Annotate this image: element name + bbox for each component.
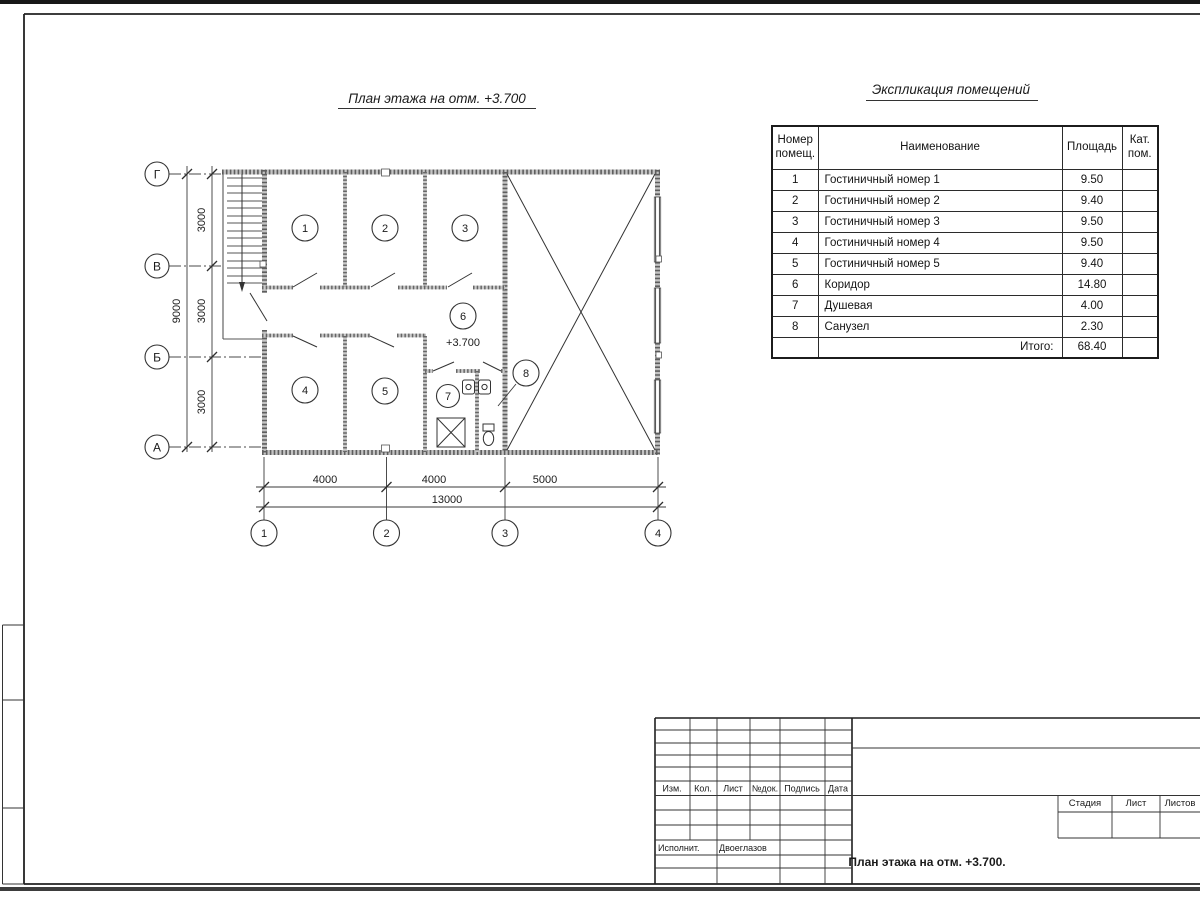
total-label: Итого: <box>818 337 1062 358</box>
tb-col-data: Дата <box>828 783 848 794</box>
table-row <box>772 190 1158 211</box>
dim-left-1: 3000 <box>196 207 208 233</box>
schedule-header-row <box>772 126 1158 169</box>
cell-name: Гостиничный номер 3 <box>818 211 1062 232</box>
cell-num: 3 <box>772 211 818 232</box>
header-room-number: Номер помещ. <box>772 126 818 169</box>
table-total-row <box>772 337 1158 358</box>
washbasin-right-drain <box>482 384 487 389</box>
cell-name: Гостиничный номер 2 <box>818 190 1062 211</box>
tb-sheet-label: Лист <box>1125 798 1147 809</box>
table-row <box>772 316 1158 337</box>
cell-num: 7 <box>772 295 818 316</box>
cell-area: 9.40 <box>1062 190 1122 211</box>
cell-num: 5 <box>772 253 818 274</box>
tb-col-kol: Кол. <box>694 783 712 794</box>
room-tag-1: 1 <box>301 223 309 235</box>
cell-empty <box>772 337 818 358</box>
plan-title <box>338 91 536 109</box>
tb-stage-label: Стадия <box>1068 798 1102 809</box>
table-row <box>772 232 1158 253</box>
walls-exterior <box>222 170 660 455</box>
cell-name: Гостиничный номер 1 <box>818 169 1062 190</box>
stair-treads <box>227 178 262 283</box>
cell-cat <box>1122 190 1158 211</box>
cell-area: 9.50 <box>1062 211 1122 232</box>
cell-num: 8 <box>772 316 818 337</box>
dim-left-3: 3000 <box>196 389 208 415</box>
cell-name: Санузел <box>818 316 1062 337</box>
hall-cross <box>507 174 655 450</box>
staircase <box>223 172 262 339</box>
cell-name: Душевая <box>818 295 1062 316</box>
cell-cat <box>1122 169 1158 190</box>
dim-left-total: 9000 <box>171 298 183 324</box>
cell-name: Гостиничный номер 5 <box>818 253 1062 274</box>
table-row <box>772 295 1158 316</box>
header-name: Наименование <box>818 126 1062 169</box>
room-tags <box>292 215 539 408</box>
axis-col-1: 1 <box>260 528 268 540</box>
cell-num: 6 <box>772 274 818 295</box>
dim-bottom-1: 4000 <box>312 474 338 486</box>
axis-row-a: А <box>152 440 162 455</box>
cell-cat <box>1122 232 1158 253</box>
column-axes <box>251 457 671 546</box>
frame-filing-boxes <box>3 625 25 884</box>
room-tag-6: 6 <box>459 311 467 323</box>
cell-name: Гостиничный номер 4 <box>818 232 1062 253</box>
header-area: Площадь <box>1062 126 1122 169</box>
cell-name: Коридор <box>818 274 1062 295</box>
axis-col-2: 2 <box>383 528 390 540</box>
cell-cat <box>1122 274 1158 295</box>
tb-col-ndok: №док. <box>751 783 779 794</box>
cell-num: 4 <box>772 232 818 253</box>
table-row <box>772 253 1158 274</box>
axis-row-b: Б <box>153 350 161 365</box>
right-wall-windows <box>654 197 660 433</box>
room-tag-5: 5 <box>381 386 389 398</box>
cell-cat <box>1122 211 1158 232</box>
schedule-title <box>866 82 1038 101</box>
table-row <box>772 274 1158 295</box>
cell-area: 9.50 <box>1062 232 1122 253</box>
total-value: 68.40 <box>1062 337 1122 358</box>
cell-area: 9.40 <box>1062 253 1122 274</box>
table-row <box>772 169 1158 190</box>
cell-area: 9.50 <box>1062 169 1122 190</box>
plan-title-text: План этажа на отм. +3.700 <box>348 91 526 106</box>
row-axes <box>145 162 262 459</box>
axis-col-3: 3 <box>501 528 509 540</box>
tb-col-izm: Изм. <box>662 783 682 794</box>
tb-col-list: Лист <box>723 783 743 794</box>
cell-cat <box>1122 316 1158 337</box>
cell-area: 4.00 <box>1062 295 1122 316</box>
cell-num: 2 <box>772 190 818 211</box>
stair-direction-arrow <box>239 282 245 292</box>
room-tag-8: 8 <box>522 368 530 380</box>
room-schedule-table <box>771 125 1159 359</box>
room-schedule <box>771 125 1159 359</box>
washbasin-left-drain <box>466 384 471 389</box>
tb-executor-name: Двоеглазов <box>719 843 767 853</box>
axis-row-v: В <box>152 259 162 274</box>
cell-cat <box>1122 253 1158 274</box>
cell-num: 1 <box>772 169 818 190</box>
dim-left-2: 3000 <box>196 298 208 324</box>
tb-doc-title: План этажа на отм. +3.700. <box>848 855 1006 869</box>
tb-col-podpis: Подпись <box>784 783 820 794</box>
room-tag-3: 3 <box>461 223 469 235</box>
elevation-mark: +3.700 <box>446 337 480 349</box>
toilet <box>483 424 494 446</box>
floor-plan <box>222 169 662 455</box>
cell-cat <box>1122 337 1158 358</box>
schedule-title-text: Экспликация помещений <box>871 82 1031 97</box>
title-block <box>655 718 1200 884</box>
dim-bottom-3: 5000 <box>532 474 558 486</box>
axis-col-4: 4 <box>654 528 662 540</box>
dim-bottom-total: 13000 <box>431 494 463 506</box>
dim-bottom-2: 4000 <box>421 474 447 486</box>
header-category: Кат. пом. <box>1122 126 1158 169</box>
room-tag-2: 2 <box>381 223 389 235</box>
cell-area: 14.80 <box>1062 274 1122 295</box>
tb-sheets-label: Листов <box>1164 798 1196 809</box>
room-tag-7: 7 <box>444 391 452 403</box>
table-row <box>772 211 1158 232</box>
cell-area: 2.30 <box>1062 316 1122 337</box>
cell-cat <box>1122 295 1158 316</box>
room-tag-4: 4 <box>301 385 309 397</box>
tb-executor-label: Исполнит. <box>658 843 700 853</box>
axis-row-g: Г <box>153 167 161 182</box>
